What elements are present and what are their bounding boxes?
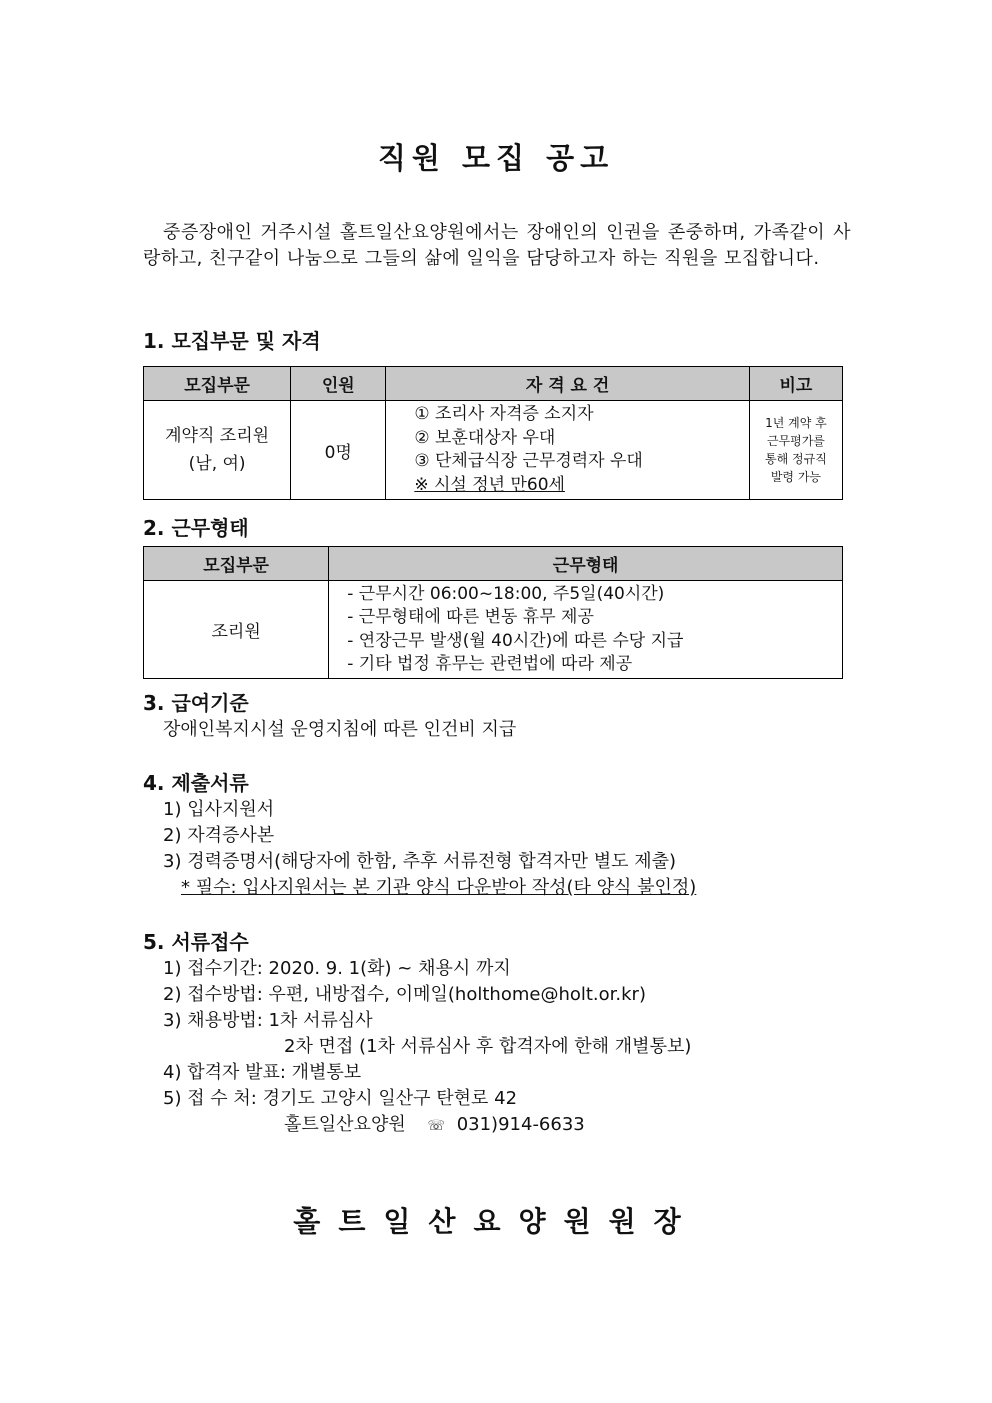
signature-line: 홀트일산요양원원장: [293, 1205, 699, 1238]
header-requirements: 자 격 요 건: [386, 367, 750, 401]
requirement-item: ② 보훈대상자 우대: [414, 427, 556, 448]
work-item: - 기타 법정 휴무는 관련법에 따라 제공: [347, 654, 633, 674]
section3-heading: 3. 급여기준: [143, 691, 249, 715]
dept-cell: [144, 401, 291, 500]
work-type-cell: [329, 581, 843, 679]
work-table: [143, 546, 843, 679]
receipt-period: 1) 접수기간: 2020. 9. 1(화) ~ 채용시 까지: [163, 958, 511, 979]
header-remark: 비고: [749, 367, 842, 401]
organization-name: 홀트일산요양원: [284, 1114, 406, 1135]
hiring-method: 3) 채용방법: 1차 서류심사: [163, 1010, 373, 1031]
section5-heading: 5. 서류접수: [143, 930, 249, 954]
document-item: 1) 입사지원서: [163, 799, 275, 820]
section4-heading: 4. 제출서류: [143, 771, 249, 795]
header-dept: 모집부문: [144, 367, 291, 401]
requirements-cell: [386, 401, 750, 500]
remark-line: 1년 계약 후: [765, 416, 827, 430]
header-work-type: 근무형태: [329, 547, 843, 581]
receipt-place: 5) 접 수 처: 경기도 고양시 일산구 탄현로 42: [163, 1088, 518, 1109]
salary-text: 장애인복지시설 운영지침에 따른 인건비 지급: [163, 719, 517, 740]
announcement: 4) 합격자 발표: 개별통보: [163, 1062, 362, 1083]
header-count: 인원: [291, 367, 386, 401]
remark-line: 통해 정규직: [765, 452, 827, 466]
page-title: 직원 모집 공고: [377, 141, 615, 175]
phone-icon: ☏: [427, 1118, 445, 1134]
work-dept-cell: 조리원: [144, 581, 329, 679]
remark-cell: [749, 401, 842, 500]
hiring-method-2: 2차 면접 (1차 서류심사 후 합격자에 한해 개별통보): [284, 1036, 692, 1057]
remark-line: 발령 가능: [770, 470, 822, 484]
document-item: 2) 자격증사본: [163, 825, 275, 846]
work-item: - 연장근무 발생(월 40시간)에 따른 수당 지급: [347, 630, 684, 651]
dept-line2: (남, 여): [188, 454, 246, 474]
receipt-place-name: [284, 1110, 585, 1136]
requirement-item: ① 조리사 자격증 소지자: [414, 404, 594, 424]
work-item: - 근무형태에 따른 변동 휴무 제공: [347, 607, 594, 627]
count-cell: 0명: [291, 401, 386, 500]
document-item: 3) 경력증명서(해당자에 한함, 추후 서류전형 합격자만 별도 제출): [163, 851, 676, 872]
required-note: * 필수: 입사지원서는 본 기관 양식 다운받아 작성(타 양식 불인정): [181, 877, 697, 898]
intro-paragraph: 중증장애인 거주시설 홀트일산요양원에서는 장애인의 인권을 존중하며, 가족같이 사랑하고, 친구같이 나눔으로 그들의 삶에 일익을 담당하고자 하는 직원을 모집합니다.: [143, 222, 851, 269]
retirement-note: ※ 시설 정년 만60세: [414, 474, 565, 495]
section1-heading: 1. 모집부문 및 자격: [143, 329, 321, 353]
requirement-item: ③ 단체급식장 근무경력자 우대: [414, 451, 643, 471]
section2-heading: 2. 근무형태: [143, 516, 249, 540]
receipt-method: 2) 접수방법: 우편, 내방접수, 이메일(holthome@holt.or.kr): [163, 984, 646, 1005]
dept-line1: 계약직 조리원: [165, 426, 270, 446]
header-dept: 모집부문: [144, 547, 329, 581]
work-item: - 근무시간 06:00~18:00, 주5일(40시간): [347, 583, 665, 604]
recruit-table: [143, 366, 843, 500]
remark-line: 근무평가를: [766, 434, 825, 448]
phone-number: 031)914-6633: [456, 1114, 585, 1135]
